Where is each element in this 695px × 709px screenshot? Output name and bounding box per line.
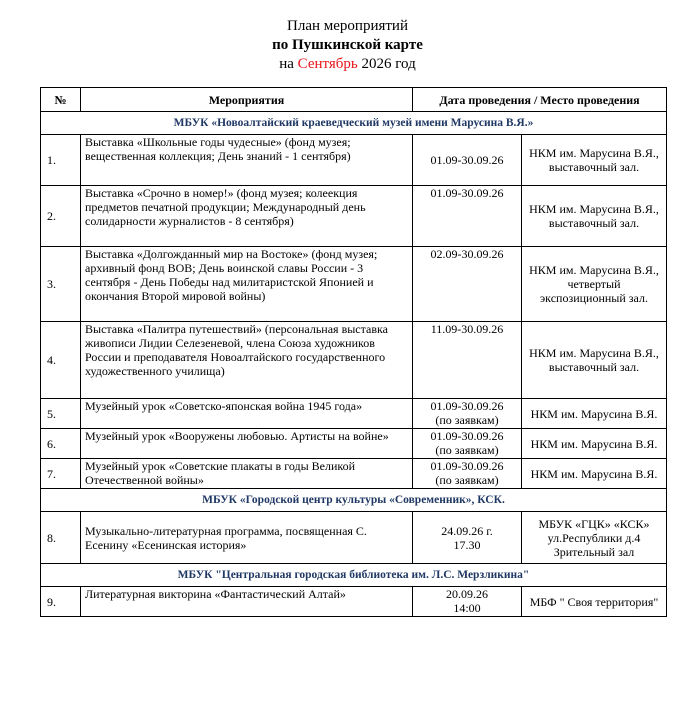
doc-title-line2: по Пушкинской карте bbox=[272, 37, 423, 53]
row-event: Музейный урок «Советско-японская война 1945 года» bbox=[81, 399, 413, 429]
table-row bbox=[41, 135, 667, 186]
col-header-event: Мероприятия bbox=[81, 88, 413, 112]
row-date-line2: (по заявкам) bbox=[435, 413, 499, 427]
row-num: 6. bbox=[41, 429, 81, 459]
table-row bbox=[41, 399, 667, 429]
title-prefix: на bbox=[279, 56, 298, 72]
row-num: 1. bbox=[41, 135, 81, 186]
title-suffix: 2026 год bbox=[357, 56, 416, 72]
row-event: Выставка «Срочно в номер!» (фонд музея; колеекция предметов печатной продукции; Международный день солидарности журналистов - 8 сентября) bbox=[81, 186, 413, 247]
row-date bbox=[413, 587, 522, 617]
row-place: НКМ им. Марусина В.Я. bbox=[522, 429, 667, 459]
row-place bbox=[522, 512, 667, 564]
row-place-line1: МБУК «ГЦК» «КСК» bbox=[538, 516, 650, 531]
col-header-num: № bbox=[41, 88, 81, 112]
row-event: Музыкально-литературная программа, посвященная С. Есенину «Есенинская история» bbox=[81, 512, 413, 564]
row-date bbox=[413, 459, 522, 489]
row-date-line1: 01.09-30.09.26 bbox=[430, 399, 504, 413]
row-event: Музейный урок «Вооружены любовью. Артисты на войне» bbox=[81, 429, 413, 459]
row-date-line2: (по заявкам) bbox=[435, 443, 499, 457]
table-header-row bbox=[41, 88, 667, 112]
row-num: 3. bbox=[41, 247, 81, 322]
row-date-line1: 20.09.26 bbox=[446, 587, 488, 601]
doc-title-line1: План мероприятий bbox=[287, 18, 408, 34]
section-title: МБУК "Центральная городская библиотека им. Л.С. Мерзликина" bbox=[41, 564, 667, 587]
row-event: Выставка «Палитра путешествий» (персональная выставка живописи Лидии Селезеневой, члена Союза художников России и преподавателя Новоалтайского государственного художественного училища) bbox=[81, 322, 413, 399]
section-title: МБУК «Городской центр культуры «Современник», КСК. bbox=[41, 489, 667, 512]
row-date: 01.09-30.09.26 bbox=[413, 186, 522, 247]
row-num: 5. bbox=[41, 399, 81, 429]
row-date: 11.09-30.09.26 bbox=[413, 322, 522, 399]
row-place: МБФ " Своя территория" bbox=[522, 587, 667, 617]
row-date-line2: 17.30 bbox=[453, 537, 481, 552]
row-date: 02.09-30.09.26 bbox=[413, 247, 522, 322]
section-title: МБУК «Новоалтайский краеведческий музей имени Марусина В.Я.» bbox=[41, 112, 667, 135]
row-place: НКМ им. Марусина В.Я., выставочный зал. bbox=[522, 322, 667, 399]
table-row bbox=[41, 247, 667, 322]
row-num: 4. bbox=[41, 322, 81, 399]
row-place: НКМ им. Марусина В.Я. bbox=[522, 399, 667, 429]
table-row bbox=[41, 429, 667, 459]
row-date-line1: 24.09.26 г. bbox=[441, 523, 493, 538]
row-place: НКМ им. Марусина В.Я., выставочный зал. bbox=[522, 186, 667, 247]
table-row bbox=[41, 587, 667, 617]
row-date-line2: 14:00 bbox=[453, 601, 481, 615]
table-row bbox=[41, 322, 667, 399]
section-row bbox=[41, 489, 667, 512]
row-date-line2: (по заявкам) bbox=[435, 473, 499, 487]
row-num: 2. bbox=[41, 186, 81, 247]
row-date bbox=[413, 399, 522, 429]
row-event: Музейный урок «Советские плакаты в годы Великой Отечественной войны» bbox=[81, 459, 413, 489]
row-place: НКМ им. Марусина В.Я., выставочный зал. bbox=[522, 135, 667, 186]
row-place: НКМ им. Марусина В.Я., четвертый экспозиционный зал. bbox=[522, 247, 667, 322]
row-num: 9. bbox=[41, 587, 81, 617]
section-row bbox=[41, 564, 667, 587]
row-date: 01.09-30.09.26 bbox=[413, 135, 522, 186]
table-row bbox=[41, 186, 667, 247]
row-num: 7. bbox=[41, 459, 81, 489]
row-place: НКМ им. Марусина В.Я. bbox=[522, 459, 667, 489]
row-event: Литературная викторина «Фантастический Алтай» bbox=[81, 587, 413, 617]
doc-title-line3 bbox=[0, 56, 695, 73]
col-header-date-place: Дата проведения / Место проведения bbox=[413, 88, 667, 112]
table-row bbox=[41, 512, 667, 564]
title-month: Сентябрь bbox=[297, 56, 358, 72]
row-date-line1: 01.09-30.09.26 bbox=[430, 459, 504, 473]
table-row bbox=[41, 459, 667, 489]
row-date bbox=[413, 429, 522, 459]
row-place-line2: ул.Республики д.4 bbox=[547, 530, 641, 545]
row-event: Выставка «Долгожданный мир на Востоке» (фонд музея; архивный фонд ВОВ; День воинской славы России - 3 сентября - День Победы над милитаристской Японией и окончания Второй мировой войны) bbox=[81, 247, 413, 322]
section-row bbox=[41, 112, 667, 135]
row-place-line3: Зрительный зал bbox=[553, 544, 635, 559]
row-num: 8. bbox=[41, 512, 81, 564]
row-date-line1: 01.09-30.09.26 bbox=[430, 429, 504, 443]
row-event: Выставка «Школьные годы чудесные» (фонд музея; вещественная коллекция; День знаний - 1 сентября) bbox=[81, 135, 413, 186]
events-table bbox=[40, 87, 667, 617]
row-date bbox=[413, 512, 522, 564]
